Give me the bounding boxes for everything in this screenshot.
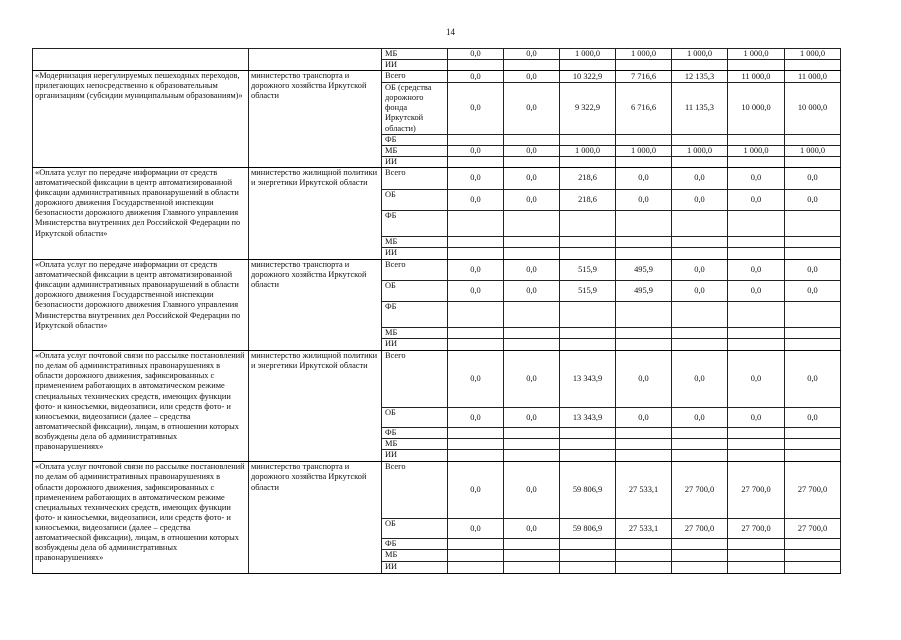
amount-cell: 0,0 — [785, 260, 841, 281]
funding-source: ИИ — [382, 339, 448, 351]
amount-cell — [504, 539, 560, 550]
amount-cell: 27 700,0 — [672, 462, 728, 519]
amount-cell — [504, 134, 560, 145]
amount-cell — [448, 561, 504, 573]
amount-cell — [504, 428, 560, 439]
amount-cell: 1 000,0 — [728, 145, 785, 156]
amount-cell — [560, 236, 616, 247]
funding-source: Всего — [382, 462, 448, 519]
amount-cell: 0,0 — [616, 408, 672, 428]
measure-name: «Оплата услуг почтовой связи по рассылке постановлений по делам об административных правонарушениях в области дорожного движения, зафиксированных с применением работающих в автоматическом режиме специальных технических средств, имеющих функции фото- и киносъемки, видеозаписи, или средств фото- и киносъемки, видеозаписи (далее – средства автоматической фиксации), лицам, в отношении которых возбуждены дела об административных правонарушениях» — [33, 462, 249, 573]
executor: министерство жилищной политики и энергетики Иркутской области — [249, 167, 382, 259]
amount-cell: 0,0 — [504, 83, 560, 134]
funding-source: ФБ — [382, 428, 448, 439]
amount-cell — [616, 302, 672, 328]
amount-cell — [728, 328, 785, 339]
amount-cell: 0,0 — [448, 189, 504, 210]
funding-source: Всего — [382, 260, 448, 281]
amount-cell — [728, 428, 785, 439]
amount-cell — [785, 156, 841, 167]
amount-cell — [672, 210, 728, 236]
funding-source: ОБ (средства дорожного фонда Иркутской области) — [382, 83, 448, 134]
amount-cell — [504, 339, 560, 351]
amount-cell: 11 135,3 — [672, 83, 728, 134]
executor — [249, 49, 382, 71]
amount-cell — [785, 328, 841, 339]
amount-cell — [785, 60, 841, 71]
amount-cell: 0,0 — [504, 49, 560, 60]
funding-source: ИИ — [382, 248, 448, 260]
amount-cell — [448, 328, 504, 339]
amount-cell — [616, 539, 672, 550]
amount-cell — [785, 450, 841, 462]
amount-cell: 0,0 — [448, 462, 504, 519]
amount-cell: 0,0 — [448, 49, 504, 60]
amount-cell — [785, 561, 841, 573]
amount-cell — [672, 428, 728, 439]
amount-cell: 27 700,0 — [785, 519, 841, 539]
funding-source: ИИ — [382, 60, 448, 71]
amount-cell: 59 806,9 — [560, 519, 616, 539]
amount-cell — [672, 439, 728, 450]
amount-cell — [785, 539, 841, 550]
amount-cell — [672, 450, 728, 462]
amount-cell: 1 000,0 — [560, 49, 616, 60]
amount-cell — [448, 156, 504, 167]
funding-source: ФБ — [382, 134, 448, 145]
amount-cell — [728, 561, 785, 573]
amount-cell — [560, 210, 616, 236]
amount-cell — [504, 236, 560, 247]
funding-source: ИИ — [382, 561, 448, 573]
amount-cell — [448, 134, 504, 145]
amount-cell: 1 000,0 — [672, 145, 728, 156]
executor: министерство транспорта и дорожного хозяйства Иркутской области — [249, 462, 382, 573]
funding-source: ОБ — [382, 189, 448, 210]
amount-cell: 0,0 — [785, 408, 841, 428]
amount-cell — [560, 248, 616, 260]
amount-cell — [616, 561, 672, 573]
budget-table — [32, 48, 841, 574]
funding-source: Всего — [382, 167, 448, 189]
amount-cell — [616, 248, 672, 260]
funding-source: Всего — [382, 351, 448, 408]
amount-cell — [616, 236, 672, 247]
amount-cell: 1 000,0 — [560, 145, 616, 156]
amount-cell — [560, 134, 616, 145]
amount-cell: 0,0 — [616, 351, 672, 408]
amount-cell — [616, 550, 672, 561]
amount-cell — [560, 550, 616, 561]
amount-cell — [448, 539, 504, 550]
amount-cell — [448, 210, 504, 236]
amount-cell: 0,0 — [728, 351, 785, 408]
amount-cell — [616, 450, 672, 462]
amount-cell: 0,0 — [785, 189, 841, 210]
amount-cell: 0,0 — [672, 167, 728, 189]
amount-cell — [560, 339, 616, 351]
amount-cell — [616, 134, 672, 145]
amount-cell — [560, 439, 616, 450]
table-row — [33, 462, 841, 519]
amount-cell — [448, 248, 504, 260]
amount-cell — [616, 328, 672, 339]
amount-cell — [448, 439, 504, 450]
amount-cell — [672, 248, 728, 260]
amount-cell: 0,0 — [672, 189, 728, 210]
amount-cell: 1 000,0 — [785, 145, 841, 156]
table-row — [33, 167, 841, 189]
amount-cell: 1 000,0 — [785, 49, 841, 60]
amount-cell: 0,0 — [448, 167, 504, 189]
funding-source: ФБ — [382, 302, 448, 328]
table-row — [33, 49, 841, 60]
amount-cell: 13 343,9 — [560, 351, 616, 408]
amount-cell: 218,6 — [560, 189, 616, 210]
amount-cell — [728, 156, 785, 167]
amount-cell — [785, 428, 841, 439]
amount-cell: 0,0 — [616, 167, 672, 189]
amount-cell: 11 000,0 — [785, 71, 841, 83]
amount-cell: 27 700,0 — [785, 462, 841, 519]
amount-cell: 0,0 — [672, 408, 728, 428]
measure-name: «Оплата услуг почтовой связи по рассылке постановлений по делам об административных правонарушениях в области дорожного движения, зафиксированных с применением работающих в автоматическом режиме специальных технических средств, имеющих функции фото- и киносъемки, видеозаписи, или средств фото- и киносъемки, видеозаписи (далее – средства автоматической фиксации), лицам, в отношении которых возбуждены дела об административных правонарушениях» — [33, 351, 249, 462]
amount-cell: 27 700,0 — [728, 519, 785, 539]
amount-cell: 10 000,0 — [785, 83, 841, 134]
amount-cell: 1 000,0 — [672, 49, 728, 60]
funding-source: ИИ — [382, 450, 448, 462]
amount-cell — [616, 339, 672, 351]
amount-cell — [728, 248, 785, 260]
amount-cell: 0,0 — [504, 519, 560, 539]
table-row — [33, 71, 841, 83]
amount-cell: 0,0 — [728, 260, 785, 281]
amount-cell — [504, 248, 560, 260]
amount-cell — [504, 450, 560, 462]
amount-cell: 0,0 — [728, 167, 785, 189]
amount-cell: 0,0 — [672, 351, 728, 408]
amount-cell: 0,0 — [672, 281, 728, 302]
amount-cell: 495,9 — [616, 260, 672, 281]
measure-name: «Оплата услуг по передаче информации от средств автоматической фиксации в центр автоматизированной фиксации административных правонарушений в области дорожного движения Государственной инспекции безопасности дорожного движения Главного управления Министерства внутренних дел Российской Федерации по Иркутской области» — [33, 167, 249, 259]
amount-cell — [672, 302, 728, 328]
amount-cell — [728, 550, 785, 561]
funding-source: ИИ — [382, 156, 448, 167]
amount-cell: 59 806,9 — [560, 462, 616, 519]
page-number: 14 — [446, 27, 455, 37]
amount-cell — [785, 339, 841, 351]
amount-cell — [560, 428, 616, 439]
amount-cell — [728, 450, 785, 462]
amount-cell: 0,0 — [785, 167, 841, 189]
funding-source: ФБ — [382, 210, 448, 236]
amount-cell — [448, 236, 504, 247]
amount-cell — [560, 450, 616, 462]
amount-cell: 0,0 — [504, 281, 560, 302]
measure-name: «Оплата услуг по передаче информации от средств автоматической фиксации в центр автоматизированной фиксации административных правонарушений в области дорожного движения Государственной инспекции безопасности дорожного движения Главного управления Министерства внутренних дел Российской Федерации по Иркутской области» — [33, 260, 249, 351]
amount-cell — [728, 539, 785, 550]
amount-cell: 0,0 — [448, 145, 504, 156]
funding-source: МБ — [382, 49, 448, 60]
amount-cell — [728, 60, 785, 71]
amount-cell — [672, 339, 728, 351]
amount-cell: 12 135,3 — [672, 71, 728, 83]
amount-cell — [616, 439, 672, 450]
amount-cell: 1 000,0 — [616, 145, 672, 156]
amount-cell — [448, 428, 504, 439]
funding-source: ОБ — [382, 408, 448, 428]
amount-cell: 9 322,9 — [560, 83, 616, 134]
amount-cell: 7 716,6 — [616, 71, 672, 83]
funding-source: ОБ — [382, 519, 448, 539]
amount-cell: 515,9 — [560, 281, 616, 302]
executor: министерство транспорта и дорожного хозяйства Иркутской области — [249, 71, 382, 168]
amount-cell — [672, 134, 728, 145]
amount-cell — [616, 156, 672, 167]
amount-cell: 0,0 — [448, 408, 504, 428]
amount-cell — [448, 450, 504, 462]
amount-cell — [785, 550, 841, 561]
amount-cell — [448, 60, 504, 71]
amount-cell — [504, 561, 560, 573]
amount-cell — [616, 60, 672, 71]
amount-cell: 27 700,0 — [672, 519, 728, 539]
measure-name — [33, 49, 249, 71]
amount-cell: 0,0 — [448, 71, 504, 83]
amount-cell — [785, 134, 841, 145]
amount-cell — [785, 236, 841, 247]
amount-cell: 0,0 — [504, 351, 560, 408]
amount-cell: 1 000,0 — [728, 49, 785, 60]
funding-source: МБ — [382, 145, 448, 156]
amount-cell — [504, 328, 560, 339]
amount-cell — [560, 302, 616, 328]
amount-cell: 515,9 — [560, 260, 616, 281]
amount-cell: 0,0 — [728, 189, 785, 210]
amount-cell: 0,0 — [448, 260, 504, 281]
funding-source: МБ — [382, 439, 448, 450]
amount-cell — [728, 339, 785, 351]
amount-cell: 10 000,0 — [728, 83, 785, 134]
amount-cell — [616, 210, 672, 236]
amount-cell: 495,9 — [616, 281, 672, 302]
amount-cell: 0,0 — [672, 260, 728, 281]
amount-cell: 6 716,6 — [616, 83, 672, 134]
amount-cell — [560, 60, 616, 71]
executor: министерство жилищной политики и энергетики Иркутской области — [249, 351, 382, 462]
amount-cell: 0,0 — [785, 281, 841, 302]
amount-cell: 0,0 — [728, 281, 785, 302]
amount-cell: 10 322,9 — [560, 71, 616, 83]
amount-cell — [504, 302, 560, 328]
amount-cell: 0,0 — [504, 462, 560, 519]
amount-cell: 0,0 — [504, 408, 560, 428]
amount-cell: 0,0 — [448, 519, 504, 539]
amount-cell — [672, 236, 728, 247]
amount-cell — [728, 134, 785, 145]
amount-cell — [672, 328, 728, 339]
amount-cell — [560, 539, 616, 550]
amount-cell — [448, 302, 504, 328]
amount-cell — [728, 439, 785, 450]
funding-source: МБ — [382, 236, 448, 247]
amount-cell — [728, 236, 785, 247]
amount-cell — [672, 550, 728, 561]
amount-cell: 13 343,9 — [560, 408, 616, 428]
amount-cell — [728, 302, 785, 328]
amount-cell: 218,6 — [560, 167, 616, 189]
amount-cell — [448, 339, 504, 351]
amount-cell — [785, 302, 841, 328]
amount-cell: 0,0 — [616, 189, 672, 210]
measure-name: «Модернизация нерегулируемых пешеходных переходов, прилегающих непосредственно к образовательным организациям (субсидии муниципальным образованиям)» — [33, 71, 249, 168]
amount-cell — [504, 60, 560, 71]
amount-cell — [728, 210, 785, 236]
amount-cell — [504, 439, 560, 450]
funding-source: МБ — [382, 328, 448, 339]
amount-cell — [785, 439, 841, 450]
amount-cell — [616, 428, 672, 439]
amount-cell: 27 533,1 — [616, 519, 672, 539]
amount-cell — [785, 210, 841, 236]
amount-cell — [504, 210, 560, 236]
amount-cell: 11 000,0 — [728, 71, 785, 83]
executor: министерство транспорта и дорожного хозяйства Иркутской области — [249, 260, 382, 351]
amount-cell: 0,0 — [504, 71, 560, 83]
amount-cell — [672, 561, 728, 573]
amount-cell: 0,0 — [728, 408, 785, 428]
funding-source: МБ — [382, 550, 448, 561]
amount-cell — [560, 328, 616, 339]
amount-cell: 0,0 — [504, 189, 560, 210]
funding-source: Всего — [382, 71, 448, 83]
amount-cell — [560, 156, 616, 167]
amount-cell: 0,0 — [504, 145, 560, 156]
amount-cell: 0,0 — [504, 167, 560, 189]
amount-cell — [672, 60, 728, 71]
amount-cell — [504, 550, 560, 561]
amount-cell: 27 700,0 — [728, 462, 785, 519]
amount-cell — [504, 156, 560, 167]
amount-cell: 0,0 — [448, 83, 504, 134]
amount-cell: 0,0 — [448, 281, 504, 302]
amount-cell — [560, 561, 616, 573]
amount-cell: 0,0 — [785, 351, 841, 408]
amount-cell — [785, 248, 841, 260]
funding-source: ОБ — [382, 281, 448, 302]
amount-cell — [672, 156, 728, 167]
funding-source: ФБ — [382, 539, 448, 550]
amount-cell: 0,0 — [448, 351, 504, 408]
amount-cell: 1 000,0 — [616, 49, 672, 60]
amount-cell: 27 533,1 — [616, 462, 672, 519]
table-row — [33, 351, 841, 408]
amount-cell — [672, 539, 728, 550]
amount-cell: 0,0 — [504, 260, 560, 281]
amount-cell — [448, 550, 504, 561]
table-row — [33, 260, 841, 281]
